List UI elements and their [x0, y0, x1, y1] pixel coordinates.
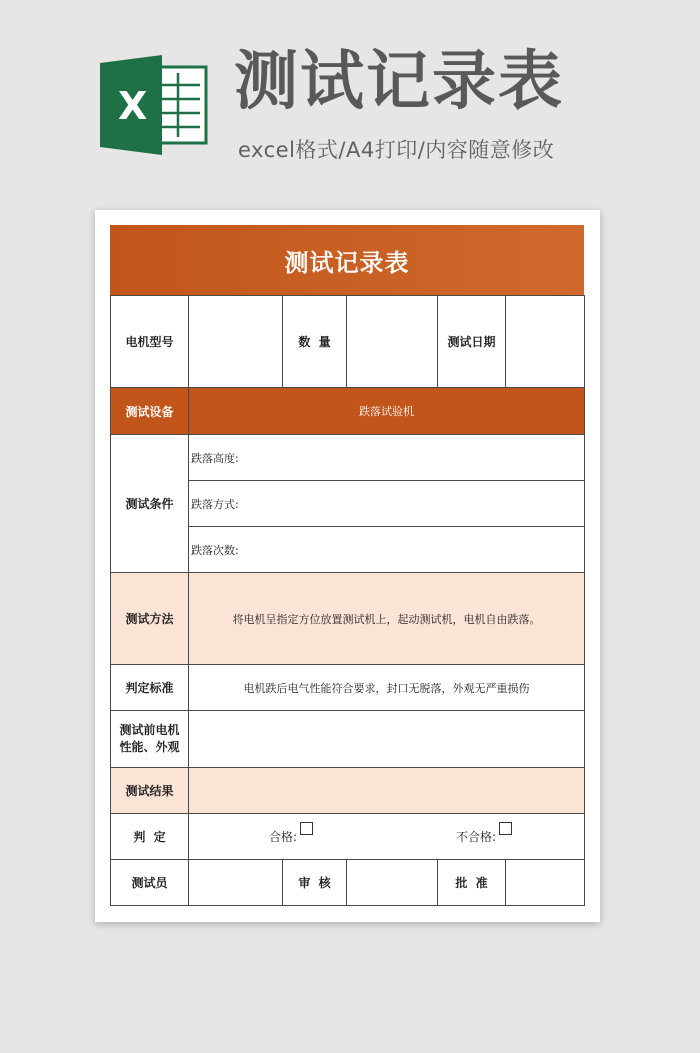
drop-height-field[interactable]: 跌落高度: [189, 435, 585, 481]
table-row [111, 296, 585, 388]
criteria-label: 判定标准 [111, 665, 189, 711]
drop-method-field[interactable]: 跌落方式: [189, 481, 585, 527]
equipment-field[interactable]: 跌落试验机 [189, 388, 585, 435]
approve-label: 批 准 [438, 860, 506, 906]
tester-label: 测试员 [111, 860, 189, 906]
quantity-label: 数 量 [283, 296, 347, 388]
table-row [111, 388, 585, 435]
table-row [111, 860, 585, 906]
fail-option [456, 828, 512, 845]
table-row [111, 711, 585, 768]
table-row [111, 435, 585, 481]
pre-test-field[interactable] [189, 711, 585, 768]
excel-logo-icon [100, 55, 208, 155]
judgement-options [189, 814, 585, 860]
result-label: 测试结果 [111, 768, 189, 814]
logo-letter: X [118, 84, 148, 128]
test-date-field[interactable] [506, 296, 585, 388]
method-field[interactable]: 将电机呈指定方位放置测试机上，起动测试机，电机自由跌落。 [189, 573, 585, 665]
record-table [110, 295, 585, 906]
review-field[interactable] [347, 860, 438, 906]
review-label: 审 核 [283, 860, 347, 906]
fail-checkbox[interactable] [499, 822, 512, 835]
table-row [111, 665, 585, 711]
table-row [111, 768, 585, 814]
form-title: 测试记录表 [110, 225, 584, 295]
motor-model-field[interactable] [189, 296, 283, 388]
tester-field[interactable] [189, 860, 283, 906]
approve-field[interactable] [506, 860, 585, 906]
motor-model-label: 电机型号 [111, 296, 189, 388]
method-label: 测试方法 [111, 573, 189, 665]
fail-label: 不合格: [455, 830, 496, 844]
page-title: 测试记录表 [234, 45, 564, 119]
result-field[interactable] [189, 768, 585, 814]
document-sheet [95, 210, 600, 922]
pre-test-label: 测试前电机性能、外观 [111, 711, 189, 768]
pass-checkbox[interactable] [300, 822, 313, 835]
quantity-field[interactable] [347, 296, 438, 388]
record-form [110, 225, 584, 906]
table-row [111, 814, 585, 860]
pass-label: 合格: [269, 830, 298, 844]
judgement-label: 判 定 [111, 814, 189, 860]
equipment-label: 测试设备 [111, 388, 189, 435]
conditions-label: 测试条件 [111, 435, 189, 573]
criteria-field[interactable]: 电机跌后电气性能符合要求，封口无脱落，外观无严重损伤 [189, 665, 585, 711]
page-subtitle: excel格式/A4打印/内容随意修改 [238, 138, 555, 162]
drop-count-field[interactable]: 跌落次数: [189, 527, 585, 573]
pass-option [269, 828, 313, 845]
test-date-label: 测试日期 [438, 296, 506, 388]
table-row [111, 573, 585, 665]
